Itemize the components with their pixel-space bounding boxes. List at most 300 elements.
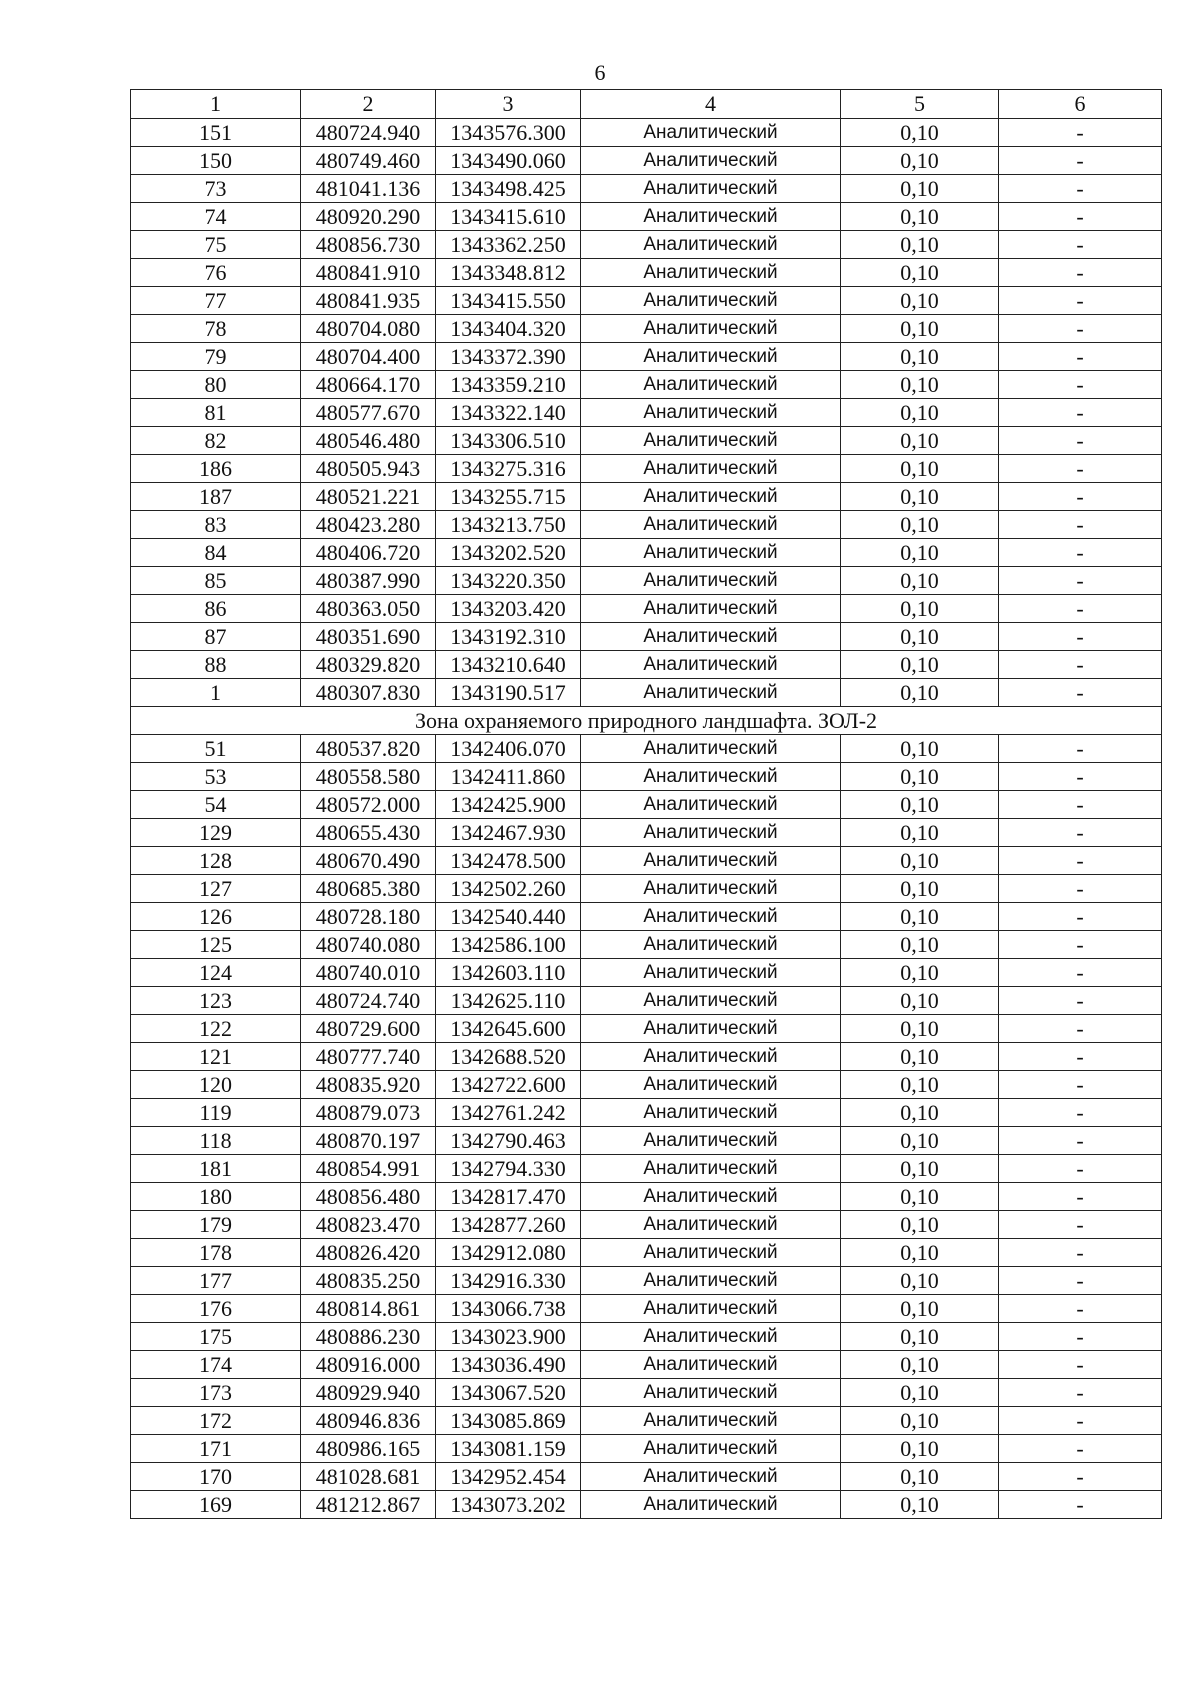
x-coordinate-cell: 480704.080 [301, 315, 436, 343]
note-cell: - [999, 1435, 1162, 1463]
x-coordinate-cell: 480537.820 [301, 735, 436, 763]
header-cell-6: 6 [999, 90, 1162, 119]
method-cell: Аналитический [581, 1043, 841, 1071]
y-coordinate-cell: 1343081.159 [436, 1435, 581, 1463]
method-cell: Аналитический [581, 427, 841, 455]
method-cell: Аналитический [581, 371, 841, 399]
method-cell: Аналитический [581, 1099, 841, 1127]
y-coordinate-cell: 1342688.520 [436, 1043, 581, 1071]
accuracy-cell: 0,10 [841, 1211, 999, 1239]
y-coordinate-cell: 1343348.812 [436, 259, 581, 287]
accuracy-cell: 0,10 [841, 1015, 999, 1043]
y-coordinate-cell: 1343023.900 [436, 1323, 581, 1351]
note-cell: - [999, 1323, 1162, 1351]
y-coordinate-cell: 1342425.900 [436, 791, 581, 819]
y-coordinate-cell: 1343415.610 [436, 203, 581, 231]
accuracy-cell: 0,10 [841, 903, 999, 931]
method-cell: Аналитический [581, 455, 841, 483]
note-cell: - [999, 875, 1162, 903]
table-row [131, 1071, 1162, 1099]
point-number-cell: 175 [131, 1323, 301, 1351]
note-cell: - [999, 1407, 1162, 1435]
method-cell: Аналитический [581, 1463, 841, 1491]
point-number-cell: 118 [131, 1127, 301, 1155]
method-cell: Аналитический [581, 1155, 841, 1183]
y-coordinate-cell: 1342761.242 [436, 1099, 581, 1127]
accuracy-cell: 0,10 [841, 1239, 999, 1267]
method-cell: Аналитический [581, 1183, 841, 1211]
y-coordinate-cell: 1342502.260 [436, 875, 581, 903]
y-coordinate-cell: 1343210.640 [436, 651, 581, 679]
table-row [131, 791, 1162, 819]
y-coordinate-cell: 1343362.250 [436, 231, 581, 259]
note-cell: - [999, 651, 1162, 679]
y-coordinate-cell: 1342817.470 [436, 1183, 581, 1211]
header-cell-3: 3 [436, 90, 581, 119]
x-coordinate-cell: 480740.080 [301, 931, 436, 959]
x-coordinate-cell: 480946.836 [301, 1407, 436, 1435]
table-row [131, 763, 1162, 791]
y-coordinate-cell: 1343359.210 [436, 371, 581, 399]
method-cell: Аналитический [581, 1267, 841, 1295]
accuracy-cell: 0,10 [841, 791, 999, 819]
method-cell: Аналитический [581, 651, 841, 679]
y-coordinate-cell: 1342467.930 [436, 819, 581, 847]
point-number-cell: 124 [131, 959, 301, 987]
point-number-cell: 179 [131, 1211, 301, 1239]
point-number-cell: 151 [131, 119, 301, 147]
accuracy-cell: 0,10 [841, 203, 999, 231]
note-cell: - [999, 371, 1162, 399]
accuracy-cell: 0,10 [841, 931, 999, 959]
point-number-cell: 127 [131, 875, 301, 903]
table-row [131, 679, 1162, 707]
y-coordinate-cell: 1342722.600 [436, 1071, 581, 1099]
note-cell: - [999, 427, 1162, 455]
x-coordinate-cell: 480929.940 [301, 1379, 436, 1407]
note-cell: - [999, 287, 1162, 315]
method-cell: Аналитический [581, 847, 841, 875]
y-coordinate-cell: 1342540.440 [436, 903, 581, 931]
note-cell: - [999, 231, 1162, 259]
accuracy-cell: 0,10 [841, 1491, 999, 1519]
point-number-cell: 74 [131, 203, 301, 231]
point-number-cell: 126 [131, 903, 301, 931]
accuracy-cell: 0,10 [841, 679, 999, 707]
x-coordinate-cell: 481041.136 [301, 175, 436, 203]
table-row [131, 567, 1162, 595]
table-row [131, 1491, 1162, 1519]
y-coordinate-cell: 1342790.463 [436, 1127, 581, 1155]
accuracy-cell: 0,10 [841, 287, 999, 315]
x-coordinate-cell: 480664.170 [301, 371, 436, 399]
method-cell: Аналитический [581, 1071, 841, 1099]
point-number-cell: 87 [131, 623, 301, 651]
accuracy-cell: 0,10 [841, 875, 999, 903]
note-cell: - [999, 1239, 1162, 1267]
accuracy-cell: 0,10 [841, 427, 999, 455]
x-coordinate-cell: 480546.480 [301, 427, 436, 455]
method-cell: Аналитический [581, 1491, 841, 1519]
point-number-cell: 76 [131, 259, 301, 287]
table-row [131, 1267, 1162, 1295]
table-row [131, 119, 1162, 147]
x-coordinate-cell: 480749.460 [301, 147, 436, 175]
point-number-cell: 85 [131, 567, 301, 595]
table-row [131, 315, 1162, 343]
accuracy-cell: 0,10 [841, 511, 999, 539]
x-coordinate-cell: 480870.197 [301, 1127, 436, 1155]
y-coordinate-cell: 1343066.738 [436, 1295, 581, 1323]
note-cell: - [999, 1463, 1162, 1491]
table-row [131, 287, 1162, 315]
table-row [131, 959, 1162, 987]
accuracy-cell: 0,10 [841, 455, 999, 483]
note-cell: - [999, 343, 1162, 371]
x-coordinate-cell: 480835.250 [301, 1267, 436, 1295]
x-coordinate-cell: 480841.935 [301, 287, 436, 315]
x-coordinate-cell: 480729.600 [301, 1015, 436, 1043]
method-cell: Аналитический [581, 1295, 841, 1323]
method-cell: Аналитический [581, 147, 841, 175]
note-cell: - [999, 399, 1162, 427]
accuracy-cell: 0,10 [841, 1379, 999, 1407]
table-row [131, 1183, 1162, 1211]
accuracy-cell: 0,10 [841, 1099, 999, 1127]
method-cell: Аналитический [581, 987, 841, 1015]
x-coordinate-cell: 480351.690 [301, 623, 436, 651]
y-coordinate-cell: 1343192.310 [436, 623, 581, 651]
method-cell: Аналитический [581, 763, 841, 791]
note-cell: - [999, 567, 1162, 595]
y-coordinate-cell: 1343085.869 [436, 1407, 581, 1435]
table-row [131, 1043, 1162, 1071]
table-row [131, 1351, 1162, 1379]
y-coordinate-cell: 1343220.350 [436, 567, 581, 595]
note-cell: - [999, 1071, 1162, 1099]
section-header-row [131, 707, 1162, 735]
y-coordinate-cell: 1343190.517 [436, 679, 581, 707]
y-coordinate-cell: 1343576.300 [436, 119, 581, 147]
x-coordinate-cell: 480670.490 [301, 847, 436, 875]
table-row [131, 399, 1162, 427]
y-coordinate-cell: 1343036.490 [436, 1351, 581, 1379]
y-coordinate-cell: 1342794.330 [436, 1155, 581, 1183]
accuracy-cell: 0,10 [841, 1267, 999, 1295]
accuracy-cell: 0,10 [841, 539, 999, 567]
accuracy-cell: 0,10 [841, 1071, 999, 1099]
table-row [131, 1295, 1162, 1323]
note-cell: - [999, 511, 1162, 539]
accuracy-cell: 0,10 [841, 1435, 999, 1463]
accuracy-cell: 0,10 [841, 1127, 999, 1155]
note-cell: - [999, 203, 1162, 231]
method-cell: Аналитический [581, 119, 841, 147]
note-cell: - [999, 931, 1162, 959]
note-cell: - [999, 735, 1162, 763]
note-cell: - [999, 315, 1162, 343]
point-number-cell: 119 [131, 1099, 301, 1127]
x-coordinate-cell: 480505.943 [301, 455, 436, 483]
method-cell: Аналитический [581, 1127, 841, 1155]
point-number-cell: 169 [131, 1491, 301, 1519]
method-cell: Аналитический [581, 399, 841, 427]
table-row [131, 1379, 1162, 1407]
x-coordinate-cell: 480814.861 [301, 1295, 436, 1323]
y-coordinate-cell: 1343372.390 [436, 343, 581, 371]
note-cell: - [999, 1099, 1162, 1127]
point-number-cell: 181 [131, 1155, 301, 1183]
accuracy-cell: 0,10 [841, 847, 999, 875]
note-cell: - [999, 763, 1162, 791]
y-coordinate-cell: 1343255.715 [436, 483, 581, 511]
method-cell: Аналитический [581, 1435, 841, 1463]
accuracy-cell: 0,10 [841, 651, 999, 679]
table-row [131, 371, 1162, 399]
point-number-cell: 170 [131, 1463, 301, 1491]
x-coordinate-cell: 480423.280 [301, 511, 436, 539]
note-cell: - [999, 1351, 1162, 1379]
y-coordinate-cell: 1343490.060 [436, 147, 581, 175]
accuracy-cell: 0,10 [841, 1183, 999, 1211]
accuracy-cell: 0,10 [841, 147, 999, 175]
x-coordinate-cell: 480521.221 [301, 483, 436, 511]
table-row [131, 147, 1162, 175]
x-coordinate-cell: 480826.420 [301, 1239, 436, 1267]
x-coordinate-cell: 481028.681 [301, 1463, 436, 1491]
method-cell: Аналитический [581, 259, 841, 287]
method-cell: Аналитический [581, 315, 841, 343]
y-coordinate-cell: 1343213.750 [436, 511, 581, 539]
x-coordinate-cell: 480685.380 [301, 875, 436, 903]
accuracy-cell: 0,10 [841, 1323, 999, 1351]
x-coordinate-cell: 480724.940 [301, 119, 436, 147]
point-number-cell: 121 [131, 1043, 301, 1071]
note-cell: - [999, 959, 1162, 987]
y-coordinate-cell: 1342877.260 [436, 1211, 581, 1239]
table-row [131, 1239, 1162, 1267]
method-cell: Аналитический [581, 1211, 841, 1239]
y-coordinate-cell: 1343073.202 [436, 1491, 581, 1519]
table-row [131, 1099, 1162, 1127]
y-coordinate-cell: 1342586.100 [436, 931, 581, 959]
x-coordinate-cell: 480854.991 [301, 1155, 436, 1183]
y-coordinate-cell: 1343415.550 [436, 287, 581, 315]
accuracy-cell: 0,10 [841, 1463, 999, 1491]
accuracy-cell: 0,10 [841, 1043, 999, 1071]
y-coordinate-cell: 1342916.330 [436, 1267, 581, 1295]
point-number-cell: 125 [131, 931, 301, 959]
method-cell: Аналитический [581, 679, 841, 707]
point-number-cell: 80 [131, 371, 301, 399]
header-row [131, 90, 1162, 119]
accuracy-cell: 0,10 [841, 623, 999, 651]
table-row [131, 539, 1162, 567]
accuracy-cell: 0,10 [841, 1295, 999, 1323]
point-number-cell: 75 [131, 231, 301, 259]
x-coordinate-cell: 480841.910 [301, 259, 436, 287]
point-number-cell: 73 [131, 175, 301, 203]
y-coordinate-cell: 1342603.110 [436, 959, 581, 987]
point-number-cell: 82 [131, 427, 301, 455]
x-coordinate-cell: 481212.867 [301, 1491, 436, 1519]
x-coordinate-cell: 480920.290 [301, 203, 436, 231]
x-coordinate-cell: 480879.073 [301, 1099, 436, 1127]
x-coordinate-cell: 480704.400 [301, 343, 436, 371]
point-number-cell: 129 [131, 819, 301, 847]
method-cell: Аналитический [581, 595, 841, 623]
accuracy-cell: 0,10 [841, 315, 999, 343]
y-coordinate-cell: 1342625.110 [436, 987, 581, 1015]
table-row [131, 819, 1162, 847]
note-cell: - [999, 791, 1162, 819]
method-cell: Аналитический [581, 231, 841, 259]
point-number-cell: 174 [131, 1351, 301, 1379]
table-row [131, 455, 1162, 483]
x-coordinate-cell: 480856.730 [301, 231, 436, 259]
table-row [131, 651, 1162, 679]
y-coordinate-cell: 1343067.520 [436, 1379, 581, 1407]
point-number-cell: 53 [131, 763, 301, 791]
point-number-cell: 120 [131, 1071, 301, 1099]
point-number-cell: 177 [131, 1267, 301, 1295]
note-cell: - [999, 259, 1162, 287]
x-coordinate-cell: 480329.820 [301, 651, 436, 679]
table-row [131, 1015, 1162, 1043]
method-cell: Аналитический [581, 567, 841, 595]
accuracy-cell: 0,10 [841, 819, 999, 847]
point-number-cell: 81 [131, 399, 301, 427]
table-row [131, 1127, 1162, 1155]
point-number-cell: 187 [131, 483, 301, 511]
method-cell: Аналитический [581, 791, 841, 819]
y-coordinate-cell: 1342645.600 [436, 1015, 581, 1043]
y-coordinate-cell: 1343498.425 [436, 175, 581, 203]
accuracy-cell: 0,10 [841, 371, 999, 399]
point-number-cell: 1 [131, 679, 301, 707]
table-row [131, 1463, 1162, 1491]
point-number-cell: 128 [131, 847, 301, 875]
y-coordinate-cell: 1342478.500 [436, 847, 581, 875]
point-number-cell: 186 [131, 455, 301, 483]
method-cell: Аналитический [581, 175, 841, 203]
note-cell: - [999, 987, 1162, 1015]
method-cell: Аналитический [581, 959, 841, 987]
point-number-cell: 79 [131, 343, 301, 371]
method-cell: Аналитический [581, 483, 841, 511]
x-coordinate-cell: 480740.010 [301, 959, 436, 987]
y-coordinate-cell: 1342952.454 [436, 1463, 581, 1491]
x-coordinate-cell: 480577.670 [301, 399, 436, 427]
method-cell: Аналитический [581, 1351, 841, 1379]
accuracy-cell: 0,10 [841, 735, 999, 763]
header-cell-5: 5 [841, 90, 999, 119]
table-row [131, 1323, 1162, 1351]
method-cell: Аналитический [581, 931, 841, 959]
note-cell: - [999, 1491, 1162, 1519]
table-row [131, 427, 1162, 455]
method-cell: Аналитический [581, 1015, 841, 1043]
point-number-cell: 171 [131, 1435, 301, 1463]
method-cell: Аналитический [581, 623, 841, 651]
page-number: 6 [594, 60, 606, 85]
point-number-cell: 83 [131, 511, 301, 539]
method-cell: Аналитический [581, 511, 841, 539]
accuracy-cell: 0,10 [841, 959, 999, 987]
point-number-cell: 88 [131, 651, 301, 679]
y-coordinate-cell: 1343203.420 [436, 595, 581, 623]
accuracy-cell: 0,10 [841, 175, 999, 203]
x-coordinate-cell: 480777.740 [301, 1043, 436, 1071]
x-coordinate-cell: 480307.830 [301, 679, 436, 707]
point-number-cell: 77 [131, 287, 301, 315]
point-number-cell: 122 [131, 1015, 301, 1043]
note-cell: - [999, 1211, 1162, 1239]
x-coordinate-cell: 480823.470 [301, 1211, 436, 1239]
note-cell: - [999, 623, 1162, 651]
table-row [131, 847, 1162, 875]
y-coordinate-cell: 1342912.080 [436, 1239, 581, 1267]
note-cell: - [999, 1379, 1162, 1407]
accuracy-cell: 0,10 [841, 987, 999, 1015]
x-coordinate-cell: 480724.740 [301, 987, 436, 1015]
accuracy-cell: 0,10 [841, 595, 999, 623]
table-row [131, 987, 1162, 1015]
note-cell: - [999, 1043, 1162, 1071]
x-coordinate-cell: 480406.720 [301, 539, 436, 567]
x-coordinate-cell: 480363.050 [301, 595, 436, 623]
note-cell: - [999, 1295, 1162, 1323]
note-cell: - [999, 1015, 1162, 1043]
note-cell: - [999, 119, 1162, 147]
method-cell: Аналитический [581, 343, 841, 371]
note-cell: - [999, 1267, 1162, 1295]
method-cell: Аналитический [581, 735, 841, 763]
x-coordinate-cell: 480387.990 [301, 567, 436, 595]
point-number-cell: 176 [131, 1295, 301, 1323]
point-number-cell: 51 [131, 735, 301, 763]
y-coordinate-cell: 1343404.320 [436, 315, 581, 343]
note-cell: - [999, 595, 1162, 623]
method-cell: Аналитический [581, 875, 841, 903]
note-cell: - [999, 1183, 1162, 1211]
point-number-cell: 84 [131, 539, 301, 567]
method-cell: Аналитический [581, 1323, 841, 1351]
header-cell-4: 4 [581, 90, 841, 119]
point-number-cell: 78 [131, 315, 301, 343]
note-cell: - [999, 903, 1162, 931]
table-row [131, 903, 1162, 931]
y-coordinate-cell: 1343306.510 [436, 427, 581, 455]
table-row [131, 595, 1162, 623]
note-cell: - [999, 455, 1162, 483]
point-number-cell: 180 [131, 1183, 301, 1211]
note-cell: - [999, 1127, 1162, 1155]
point-number-cell: 172 [131, 1407, 301, 1435]
method-cell: Аналитический [581, 903, 841, 931]
x-coordinate-cell: 480558.580 [301, 763, 436, 791]
table-row [131, 511, 1162, 539]
x-coordinate-cell: 480986.165 [301, 1435, 436, 1463]
accuracy-cell: 0,10 [841, 1407, 999, 1435]
method-cell: Аналитический [581, 1379, 841, 1407]
table-row [131, 1435, 1162, 1463]
x-coordinate-cell: 480572.000 [301, 791, 436, 819]
point-number-cell: 86 [131, 595, 301, 623]
table-row [131, 735, 1162, 763]
accuracy-cell: 0,10 [841, 1351, 999, 1379]
method-cell: Аналитический [581, 1239, 841, 1267]
